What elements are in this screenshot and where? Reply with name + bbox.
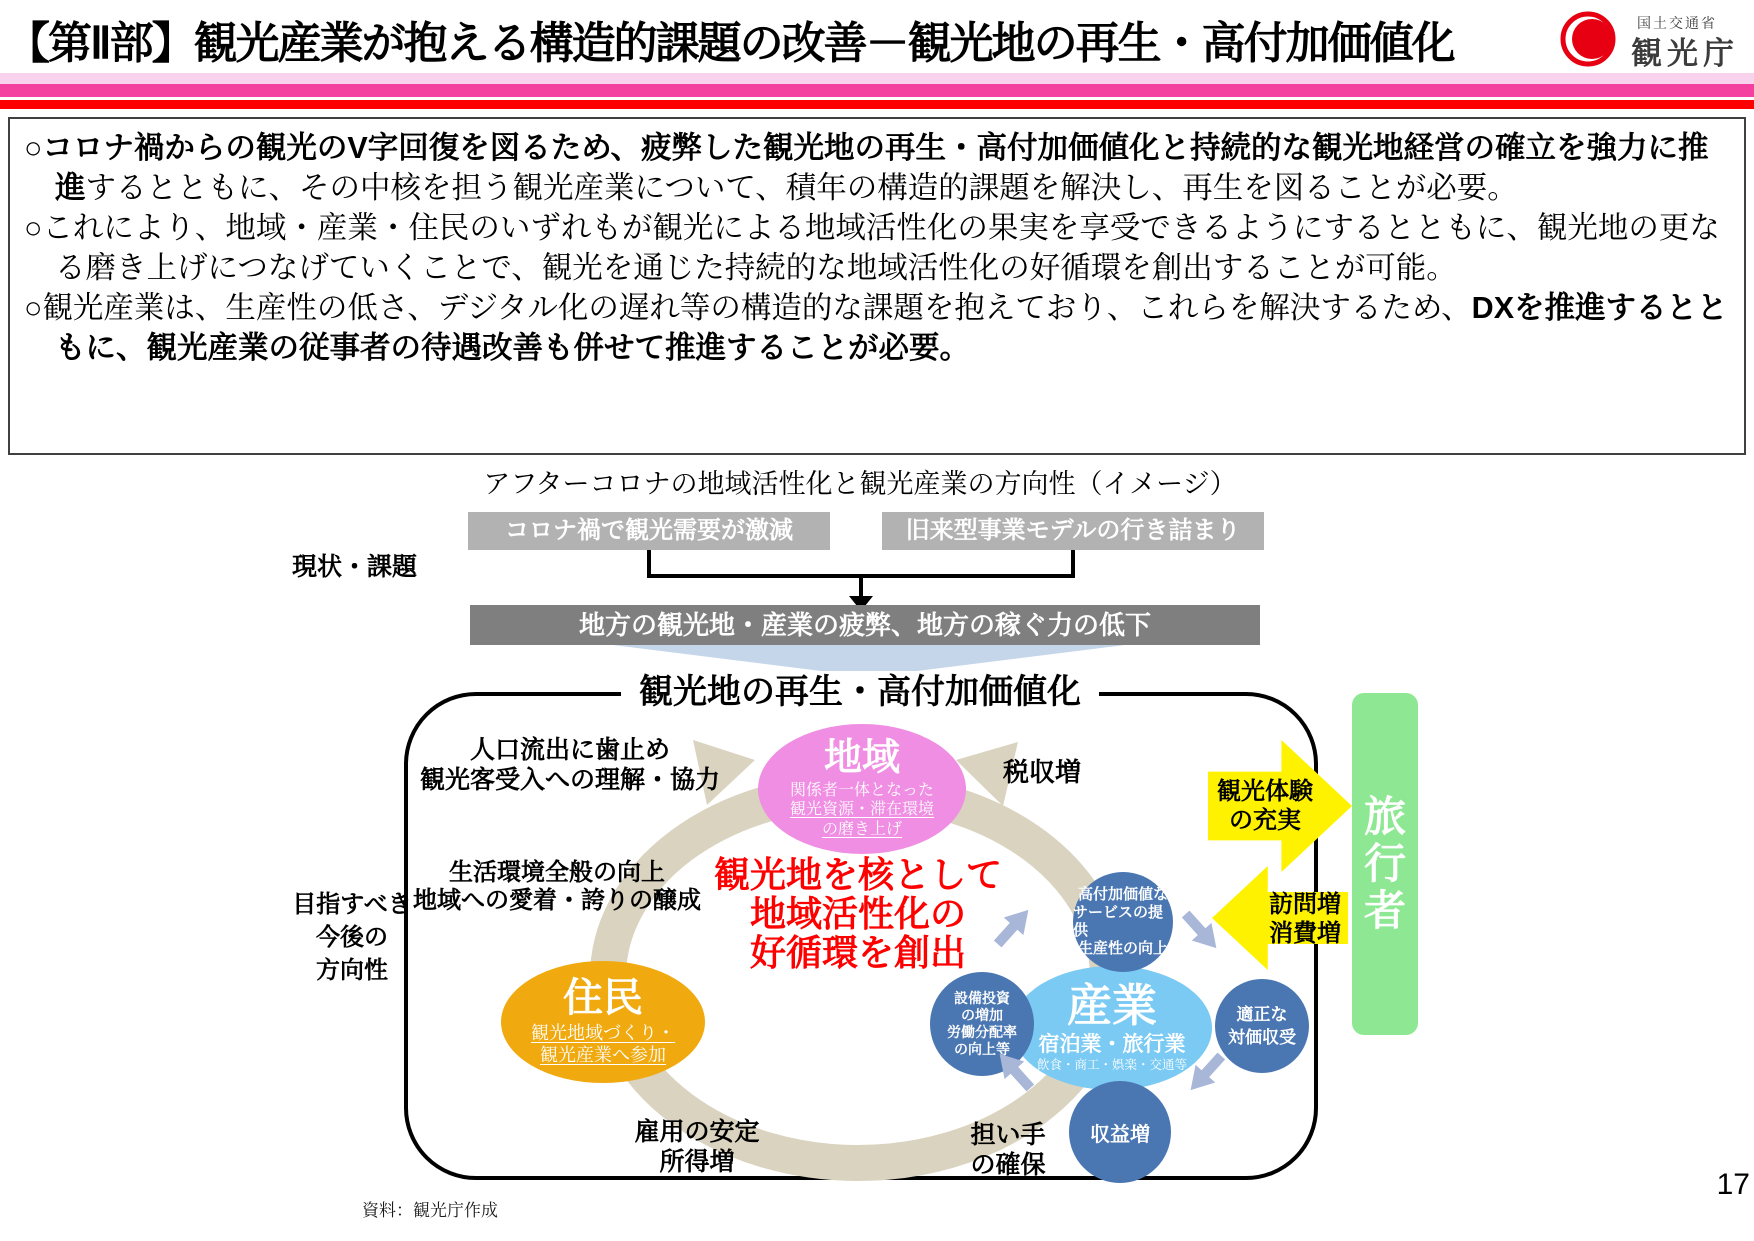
bullet: ○ [24,211,43,245]
visit-line: 消費増 [1269,920,1341,947]
living-label [413,859,701,916]
residents-sub: 観光産業へ参加 [540,1044,666,1065]
industry-sub: 宿泊業・旅行業 [1038,1033,1186,1057]
industry-ellipse [1012,966,1212,1090]
fair-price-line: 対価収受 [1228,1028,1296,1047]
industry-sub: 飲食・商工・娯楽・交通等 [1036,1057,1187,1072]
workers-line: の確保 [970,1151,1046,1179]
living-line: 生活環境全般の向上 [449,859,665,886]
summary-text: これにより、地域・産業・住民のいずれもが観光による地域活性化の果実を享受できるようにするとともに、観光地の更なる磨き上げにつなげていくことで、観光を通じた持続的な地域活性化の好循環を創出することが可能。 [42,211,1720,285]
residents-title: 住民 [563,975,643,1020]
employment-line: 所得増 [659,1148,735,1176]
experience-line: の充実 [1229,807,1301,834]
direction-label-line: 今後の [316,924,388,951]
workers-label [970,1120,1045,1180]
direction-label [292,888,412,987]
cause-box-demand-drop: コロナ禍で観光需要が激減 [468,512,830,550]
profit-circle [1069,1081,1171,1183]
invest-line: 設備投資 [954,990,1010,1006]
region-sub: 関係者一体となった [789,782,934,800]
population-line: 人口流出に歯止め [469,736,671,764]
source-note: 資料：観光庁作成 [362,1201,498,1220]
visit-line: 訪問増 [1269,891,1341,918]
bullet: ○ [24,131,43,165]
center-message-line: 好循環を創出 [749,932,967,973]
service-line: 高付加価値な [1077,886,1168,903]
residents-ellipse [501,961,705,1083]
summary-text: コロナ禍からの観光のV字回復を図るため、疲弊した観光地の再生・高付加価値化と持続的な観光地経営の確立を強力に推進 [42,131,1709,205]
agency-name: 観光庁 [1631,36,1739,71]
fair-price-circle [1215,979,1309,1073]
traveler-char: 旅 [1363,793,1406,840]
diagram-title: アフターコロナの地域活性化と観光産業の方向性（イメージ） [483,469,1237,499]
experience-arrow-label [1200,777,1330,835]
region-sub: の磨き上げ [821,820,902,838]
experience-line: 観光体験 [1217,778,1313,805]
problem-box: 地方の観光地・産業の疲弊、地方の稼ぐ力の低下 [470,605,1260,645]
traveler-box [1352,693,1418,1035]
service-line: サービスの提供 [1073,904,1164,939]
employment-line: 雇用の安定 [634,1118,760,1146]
residents-sub: 観光地域づくり・ [531,1022,675,1043]
cycle-title: 観光地の再生・高付加価値化 [621,671,1099,713]
summary-text: するとともに、その中核を担う観光産業について、積年の構造的課題を解決し、再生を図ることが必要。 [85,171,1518,205]
center-message-line: 観光地を核として [713,854,1003,895]
cause-box-old-model: 旧来型事業モデルの行き詰まり [882,512,1264,550]
invest-line: 労働分配率 [947,1024,1017,1040]
visit-arrow-label [1255,890,1355,948]
region-sub: 観光資源・滞在環境 [789,801,934,819]
center-message-line: 地域活性化の [749,893,967,934]
service-circle [1073,872,1173,972]
fair-price-line: 適正な [1236,1005,1288,1024]
ministry-name: 国土交通省 [1637,15,1717,31]
direction-label-line: 方向性 [316,957,388,984]
page-title: 【第Ⅱ部】観光産業が抱える構造的課題の改善－観光地の再生・高付加価値化 [6,19,1454,68]
service-line: 生産性の向上 [1077,940,1168,957]
summary-text: DXを推進するとともに、観光産業の従事者の待遇改善も併せて推進することが必要。 [55,291,1728,365]
summary-text: 観光産業は、生産性の低さ、デジタル化の遅れ等の構造的な課題を抱えており、これらを解決するため、 [42,291,1472,325]
center-message [714,855,1002,972]
population-label [420,736,720,795]
direction-label-line: 目指すべき [292,891,412,918]
workers-line: 担い手 [970,1121,1046,1149]
employment-label [634,1117,759,1177]
tax-label: 税収増 [1003,757,1082,787]
living-line: 地域への愛着・誇りの醸成 [413,887,701,915]
invest-line: の増加 [961,1007,1003,1023]
region-ellipse [758,724,966,854]
region-title: 地域 [823,737,900,780]
bullet: ○ [24,291,43,325]
profit-line: 収益増 [1090,1123,1150,1146]
traveler-char: 行 [1363,840,1406,887]
population-line: 観光客受入への理解・協力 [419,765,721,794]
status-issues-label: 現状・課題 [292,553,418,581]
industry-title: 産業 [1066,980,1157,1032]
invest-line: の向上等 [954,1041,1010,1057]
page-number: 17 [1716,1168,1750,1201]
traveler-char: 者 [1363,887,1406,934]
